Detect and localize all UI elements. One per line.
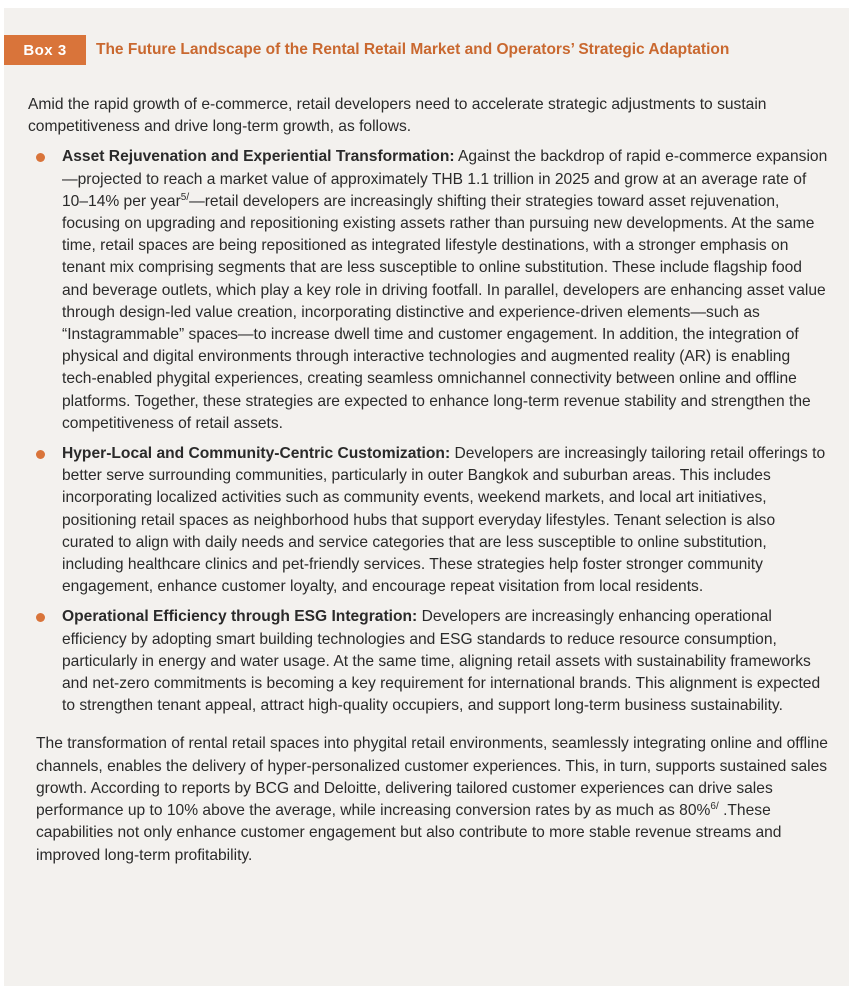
footnote-marker: 6/ [710,800,719,812]
bullet-lead: Operational Efficiency through ESG Integration: [62,608,418,626]
closing-text-cont: .These capabilities not only enhance customer engagement but also contribute to more stable revenue streams and improved long-term profitability. [36,802,782,864]
box-header [4,35,729,65]
box-title: The Future Landscape of the Rental Retail Market and Operators’ Strategic Adaptation [96,41,730,58]
bullet-dot-icon [36,613,45,622]
bullet-text: Developers are increasingly tailoring retail offerings to better serve surrounding communities, particularly in outer Bangkok and suburban areas. This includes incorporating localized activities such as community events, weekend markets, and local art initiatives, positioning retail spaces as neighborhood hubs that support everyday lifestyles. Tenant selection is also curated to align with daily needs and service categories that are less susceptible to online substitution, including healthcare clinics and pet-friendly services. These strategies help foster stronger community engagement, enhance customer loyalty, and encourage repeat visitation from local residents. [62,445,826,596]
intro-paragraph: Amid the rapid growth of e-commerce, retail developers need to accelerate strategic adjustments to sustain competitiveness and drive long-term growth, as follows. [28,96,767,136]
bullet-lead: Hyper-Local and Community-Centric Customization: [62,445,451,463]
footnote-marker: 5/ [180,191,190,203]
bullet-item-esg [28,606,828,717]
bullet-text: Against the backdrop of rapid e-commerce expansion—projected to reach a market value of approximately THB 1.1 trillion in 2025 and grow at an average rate of 10–14% per year [62,148,828,210]
closing-paragraph [36,733,828,866]
closing-text: The transformation of rental retail spaces into phygital retail environments, seamlessly integrating online and offline channels, enables the delivery of hyper-personalized customer experiences. This, in turn, supports sustained sales growth. According to reports by BCG and Deloitte, delivering tailored customer experiences can drive sales performance up to 10% above the average, while increasing conversion rates by as much as 80% [36,735,828,820]
bullet-item-asset-rejuvenation [28,146,828,435]
box-content [28,94,828,867]
bullet-lead: Asset Rejuvenation and Experiential Transformation: [62,148,455,166]
bullet-list [28,146,828,717]
box-panel [4,8,849,986]
bullet-item-hyper-local [28,443,828,598]
bullet-dot-icon [36,153,45,162]
bullet-text: Developers are increasingly enhancing operational efficiency by adopting smart building technologies and ESG standards to reduce resource consumption, particularly in energy and water usage. At the same time, aligning retail assets with sustainability frameworks and net-zero commitments is becoming a key requirement for international brands. This alignment is expected to strengthen tenant appeal, attract high-quality occupiers, and support long-term business sustainability. [62,608,821,715]
bullet-text-cont: —retail developers are increasingly shifting their strategies toward asset rejuvenation, focusing on upgrading and repositioning existing assets rather than pursuing new developments. At the same time, retail spaces are being repositioned as integrated lifestyle destinations, with a stronger emphasis on tenant mix comprising segments that are less susceptible to online substitution. These include flagship food and beverage outlets, which play a key role in driving footfall. In parallel, developers are enhancing asset value through design-led value creation, incorporating distinctive and experience-driven elements—such as “Instagrammable” spaces—to increase dwell time and customer engagement. In addition, the integration of physical and digital environments through interactive technologies and augmented reality (AR) is enabling tech-enabled phygital experiences, creating seamless omnichannel connectivity between online and offline platforms. Together, these strategies are expected to enhance long-term revenue stability and strengthen the competitiveness of retail assets. [62,192,826,432]
box-number-label: Box 3 [4,35,86,65]
bullet-dot-icon [36,450,45,459]
